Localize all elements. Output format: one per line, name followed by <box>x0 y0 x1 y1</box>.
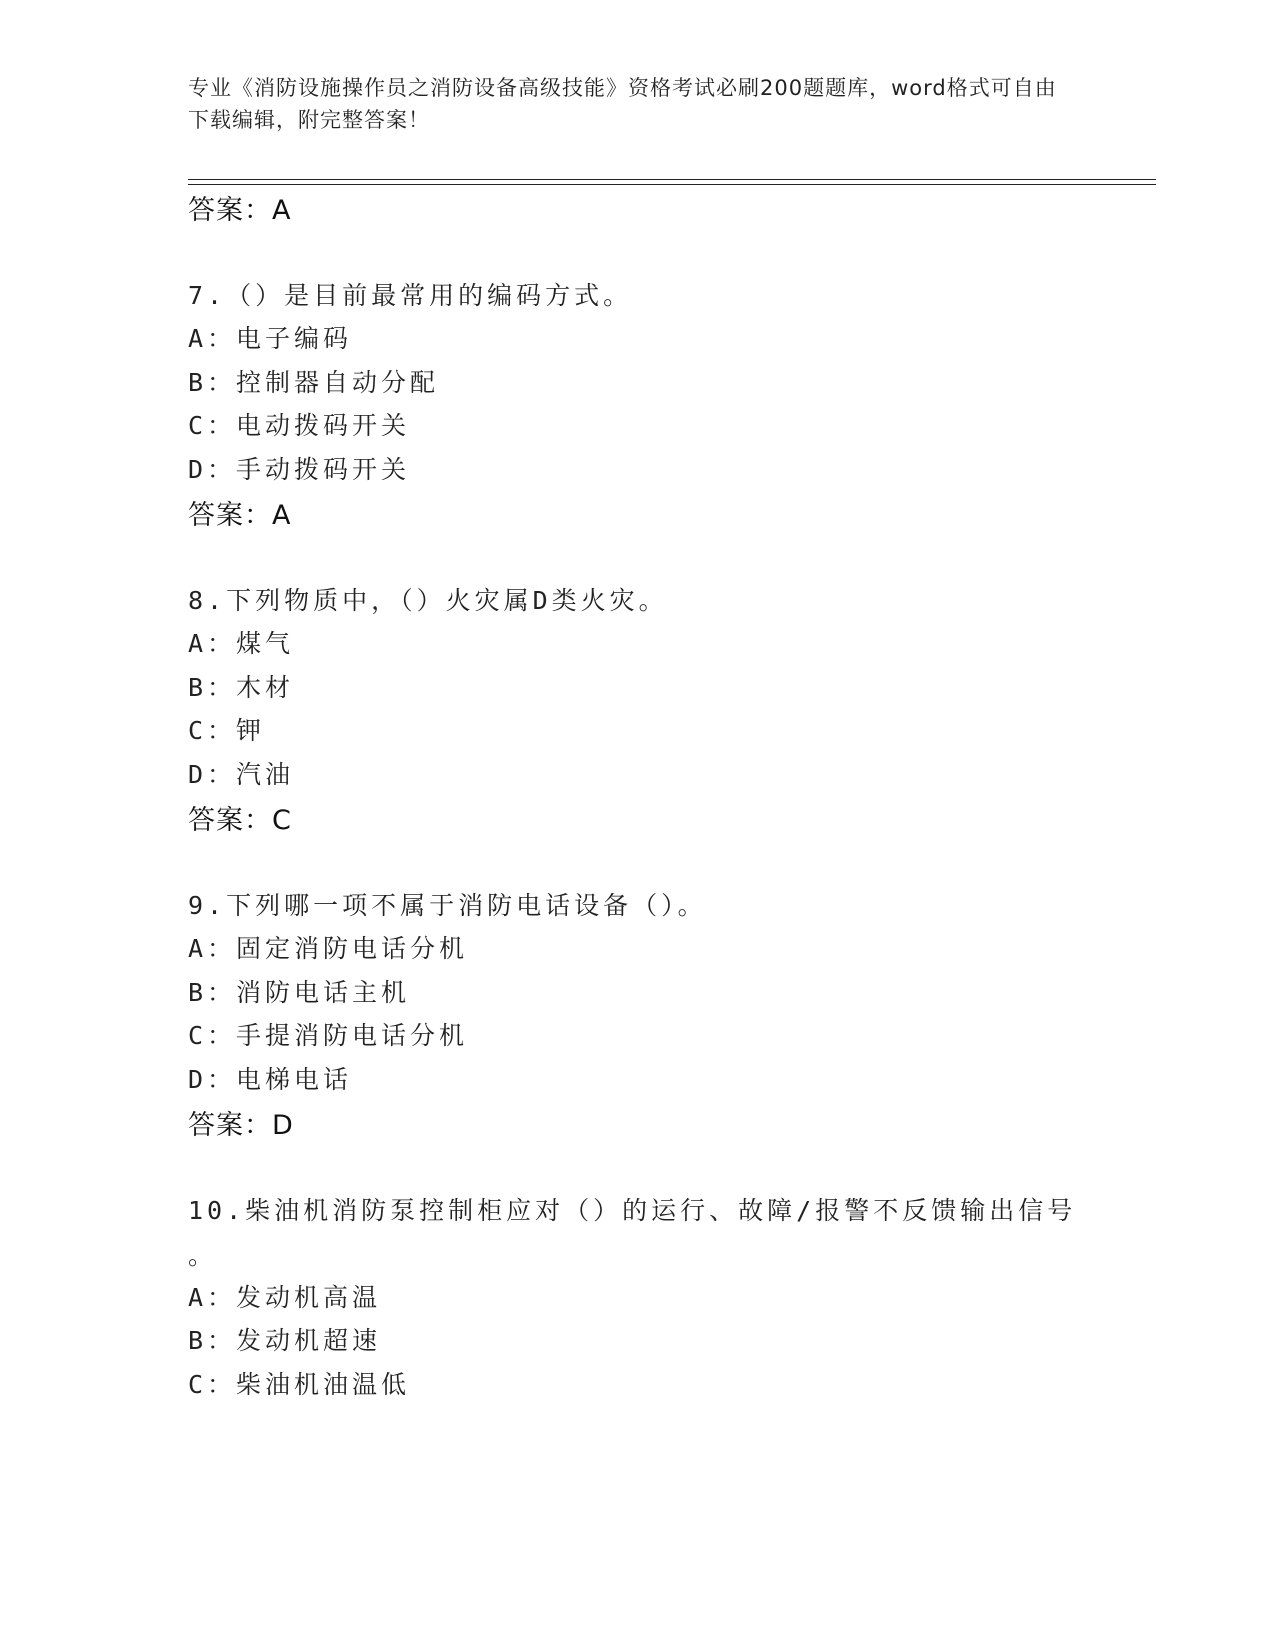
option-c: C：钾 <box>188 716 266 745</box>
option-d: D：汽油 <box>188 760 295 789</box>
option-d: D：电梯电话 <box>188 1065 353 1094</box>
option-b: B：消防电话主机 <box>188 978 411 1007</box>
answer-line: 答案：D <box>188 1110 294 1141</box>
answer-line: 答案：A <box>188 195 292 226</box>
header-rule-top <box>188 179 1156 180</box>
answer-line: 答案：A <box>188 500 292 531</box>
option-c: C：电动拨码开关 <box>188 411 411 440</box>
header-rule-bottom <box>188 184 1156 185</box>
option-a: A：电子编码 <box>188 324 353 353</box>
answer-line: 答案：C <box>188 805 292 836</box>
option-d: D：手动拨码开关 <box>188 455 411 484</box>
question-stem-8: 8.下列物质中，（）火灾属D类火灾。 <box>188 586 668 615</box>
question-stem-10-wrap: 。 <box>188 1241 218 1270</box>
option-b: B：发动机超速 <box>188 1326 382 1355</box>
option-a: A：发动机高温 <box>188 1283 382 1312</box>
option-b: B：木材 <box>188 673 295 702</box>
option-c: C：柴油机油温低 <box>188 1370 411 1399</box>
option-c: C：手提消防电话分机 <box>188 1021 469 1050</box>
option-a: A：固定消防电话分机 <box>188 934 469 963</box>
document-header: 专业《消防设施操作员之消防设备高级技能》资格考试必刷200题题库，word格式可自由下载编辑，附完整答案！ <box>188 76 1057 132</box>
option-a: A：煤气 <box>188 629 295 658</box>
question-stem-10: 10.柴油机消防泵控制柜应对（）的运行、故障/报警不反馈输出信号 <box>188 1196 1077 1225</box>
question-stem-7: 7.（）是目前最常用的编码方式。 <box>188 281 633 310</box>
option-b: B：控制器自动分配 <box>188 368 440 397</box>
question-stem-9: 9.下列哪一项不属于消防电话设备（）。 <box>188 891 707 920</box>
